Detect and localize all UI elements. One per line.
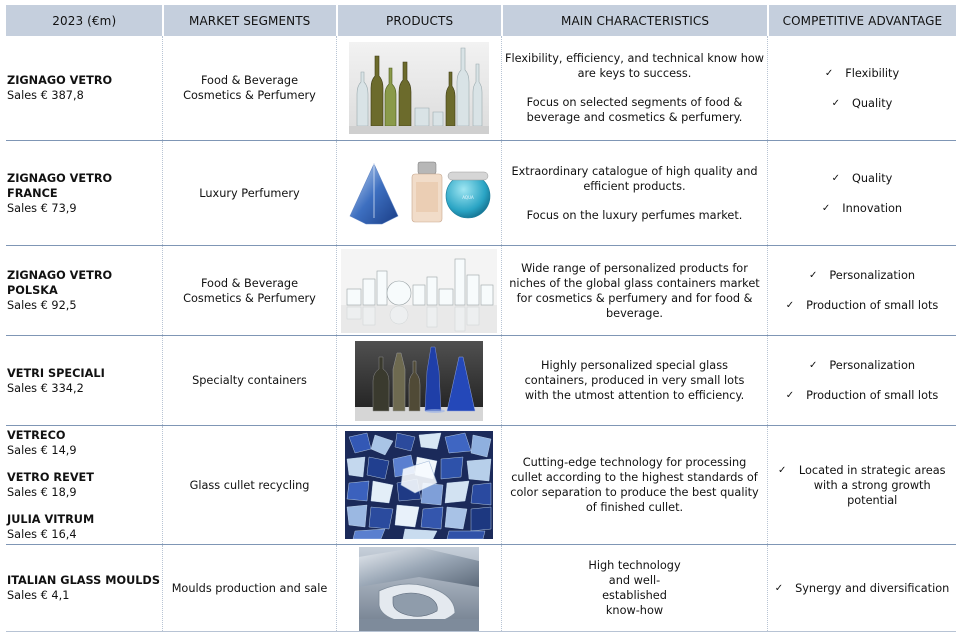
company-name: VETRECO [7, 429, 66, 442]
advantage-item: ✓ Production of small lots [785, 299, 939, 312]
table-header [6, 5, 956, 36]
characteristics-text: Highly personalized special glass containers, produced in very small lots with the utmost attention to efficiency. [524, 359, 745, 402]
segment-cell [162, 246, 336, 335]
segment-text: Luxury Perfumery [199, 186, 300, 200]
check-icon: ✓ [831, 97, 840, 109]
segment-cell [162, 36, 336, 140]
check-icon: ✓ [785, 390, 795, 401]
company-sales: Sales € 14,9 [7, 444, 77, 457]
company-entry [7, 470, 94, 500]
segment-text: Cosmetics & Perfumery [183, 291, 316, 305]
segment-cell [162, 336, 336, 425]
perfume-bottles-image [344, 158, 494, 228]
advantage-item: ✓ Production of small lots [785, 389, 939, 402]
company-sales: Sales € 387,8 [7, 89, 84, 102]
company-name: ITALIAN GLASS MOULDS [7, 574, 160, 587]
header-competitive-advantage: COMPETITIVE ADVANTAGE [767, 5, 956, 36]
characteristics-text: Focus on selected segments of food & beverage and cosmetics & perfumery. [526, 96, 743, 124]
header-year: 2023 (€m) [6, 5, 162, 36]
company-sales: Sales € 18,9 [7, 486, 77, 499]
company-entry [7, 428, 94, 458]
segment-cell [162, 141, 336, 245]
characteristics-text: Focus on the luxury perfumes market. [526, 208, 743, 222]
company-name: JULIA VITRUM [7, 513, 95, 526]
company-sales: Sales € 73,9 [7, 201, 77, 215]
advantage-item: ✓ Quality [831, 96, 893, 110]
table-row [6, 141, 956, 246]
advantage-item: ✓ Personalization [808, 269, 916, 282]
table-row [6, 336, 956, 426]
check-icon: ✓ [778, 464, 787, 476]
check-icon: ✓ [808, 270, 818, 281]
advantage-item: ✓ Personalization [808, 359, 916, 372]
characteristics-cell [501, 426, 767, 544]
characteristics-cell [501, 141, 767, 245]
company-sales: Sales € 4,1 [7, 589, 70, 602]
product-cell [336, 36, 501, 140]
product-cell [336, 545, 501, 631]
company-name: ZIGNAGO VETRO FRANCE [7, 171, 113, 200]
advantage-cell [767, 141, 956, 245]
company-name: VETRO REVET [7, 471, 94, 484]
segment-text: Food & Beverage [200, 74, 299, 87]
characteristics-cell [501, 336, 767, 425]
characteristics-text: Cutting-edge technology for processing cullet according to the highest standards of color separation to produce the best quality of finished cullet. [510, 456, 759, 514]
advantage-item: ✓ Innovation [821, 201, 903, 215]
advantage-cell [767, 246, 956, 335]
company-cell [6, 246, 162, 335]
company-cell [6, 36, 162, 140]
product-cell [336, 426, 501, 544]
company-sales: Sales € 92,5 [7, 299, 77, 312]
check-icon: ✓ [824, 67, 834, 79]
characteristics-text: Extraordinary catalogue of high quality and efficient products. [511, 164, 758, 193]
check-icon: ✓ [774, 582, 784, 594]
advantage-item: ✓ Quality [831, 171, 893, 185]
advantage-item: ✓ Located in strategic areas with a strong growth potential [778, 463, 946, 507]
company-cell [6, 426, 162, 544]
table-row [6, 246, 956, 336]
company-name: ZIGNAGO VETRO POLSKA [7, 269, 113, 297]
product-cell [336, 246, 501, 335]
advantage-cell [767, 545, 956, 631]
segment-cell [162, 426, 336, 544]
characteristics-cell [501, 246, 767, 335]
company-cell [6, 141, 162, 245]
svg-text:AQUA: AQUA [462, 195, 474, 200]
advantage-cell [767, 426, 956, 544]
company-cell [6, 545, 162, 631]
advantage-cell [767, 36, 956, 140]
table-row [6, 545, 956, 632]
characteristics-text: Wide range of personalized products for niches of the global glass containers market for cosmetics & perfumery and for food & beverage. [509, 261, 760, 320]
company-sales: Sales € 334,2 [7, 381, 84, 395]
company-entry [7, 512, 94, 542]
company-name: ZIGNAGO VETRO [7, 74, 113, 87]
product-cell [336, 141, 501, 245]
segment-text: Cosmetics & Perfumery [183, 89, 316, 102]
header-market-segments: MARKET SEGMENTS [162, 5, 336, 36]
segment-cell [162, 545, 336, 631]
advantage-item: ✓ Synergy and diversification [774, 581, 950, 595]
characteristics-text: High technology and well-established know-how [588, 559, 681, 617]
header-products: PRODUCTS [336, 5, 501, 36]
table-row [6, 426, 956, 545]
clear-glass-containers-image [341, 249, 497, 333]
glass-bottles-image [349, 42, 489, 134]
check-icon: ✓ [785, 300, 795, 311]
header-main-characteristics: MAIN CHARACTERISTICS [501, 5, 766, 36]
characteristics-cell [501, 36, 767, 140]
specialty-containers-image [355, 341, 483, 421]
check-icon: ✓ [808, 360, 818, 371]
check-icon: ✓ [831, 172, 840, 184]
company-name: VETRI SPECIALI [7, 366, 105, 380]
advantage-cell [767, 336, 956, 425]
characteristics-text: Flexibility, efficiency, and technical know how are keys to success. [504, 52, 765, 80]
company-sales: Sales € 16,4 [7, 528, 77, 541]
segment-text: Moulds production and sale [171, 581, 328, 595]
segment-text: Food & Beverage [200, 276, 299, 290]
segment-text: Glass cullet recycling [189, 478, 310, 492]
characteristics-cell [501, 545, 767, 631]
glass-cullet-image [345, 431, 493, 539]
glass-mould-image [359, 547, 479, 631]
segment-text: Specialty containers [192, 374, 307, 387]
company-cell [6, 336, 162, 425]
table-row [6, 36, 956, 141]
check-icon: ✓ [821, 202, 831, 214]
overview-table [6, 5, 956, 632]
advantage-item: ✓ Flexibility [824, 66, 900, 80]
product-cell [336, 336, 501, 425]
